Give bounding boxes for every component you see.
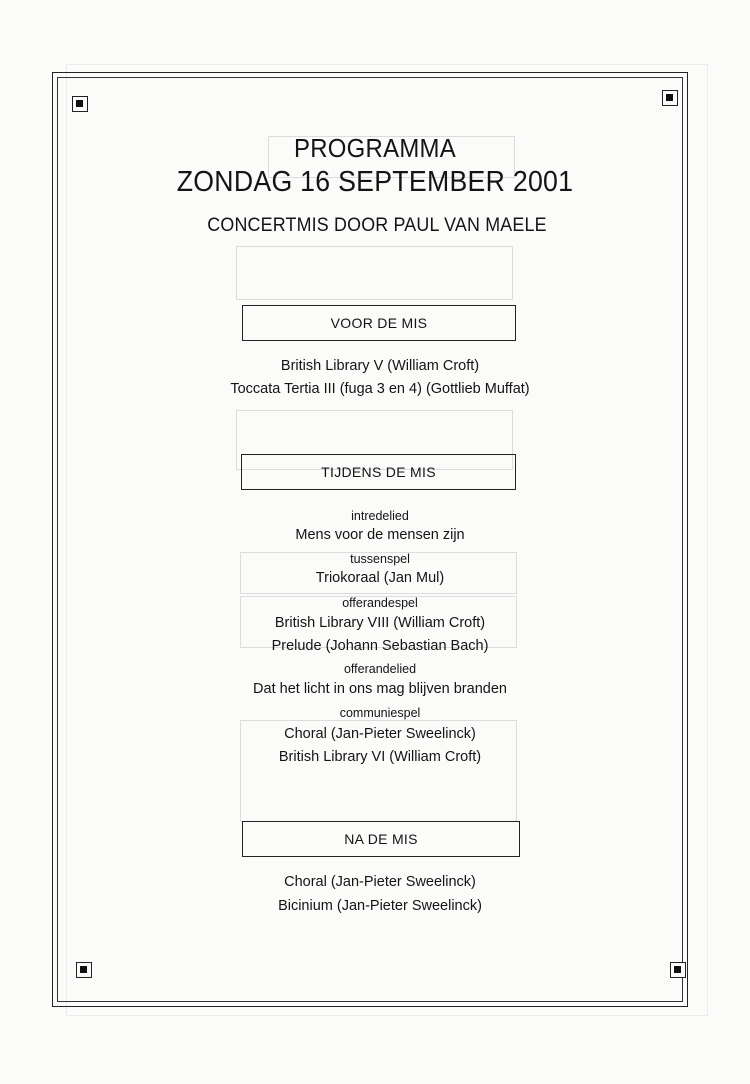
liturgy-label: intredelied <box>351 509 409 523</box>
program-title: PROGRAMMA <box>294 133 456 163</box>
section-heading-label: VOOR DE MIS <box>330 315 428 331</box>
program-item: Dat het licht in ons mag blijven branden <box>253 681 507 697</box>
program-item: British Library VIII (William Croft) <box>274 615 486 631</box>
program-item: Prelude (Johann Sebastian Bach) <box>271 638 489 654</box>
program-item: British Library VI (William Croft) <box>278 749 482 765</box>
section-heading-label: TIJDENS DE MIS <box>321 464 436 480</box>
liturgy-label: offerandespel <box>342 596 418 610</box>
program-item: Bicinium (Jan-Pieter Sweelinck) <box>278 898 482 914</box>
program-item: Choral (Jan-Pieter Sweelinck) <box>284 874 476 890</box>
program-item: British Library V (William Croft) <box>280 358 480 374</box>
corner-ornament-icon <box>670 962 686 978</box>
liturgy-label: offerandelied <box>343 662 417 676</box>
liturgy-label: tussenspel <box>350 552 410 566</box>
program-date: ZONDAG 16 SEPTEMBER 2001 <box>176 166 574 198</box>
section-heading-tijdens-de-mis <box>241 454 516 490</box>
program-item: Toccata Tertia III (fuga 3 en 4) (Gottlieb Muffat) <box>230 381 530 397</box>
corner-ornament-icon <box>662 90 678 106</box>
program-item: Mens voor de mensen zijn <box>295 527 465 543</box>
corner-ornament-icon <box>76 962 92 978</box>
section-heading-na-de-mis <box>242 821 520 857</box>
section-heading-voor-de-mis <box>242 305 516 341</box>
section-heading-label: NA DE MIS <box>344 831 418 847</box>
program-item: Triokoraal (Jan Mul) <box>315 570 445 586</box>
liturgy-label: communiespel <box>339 706 421 720</box>
corner-ornament-icon <box>72 96 88 112</box>
program-item: Choral (Jan-Pieter Sweelinck) <box>284 726 476 742</box>
program-subtitle: CONCERTMIS DOOR PAUL VAN MAELE <box>207 215 547 236</box>
